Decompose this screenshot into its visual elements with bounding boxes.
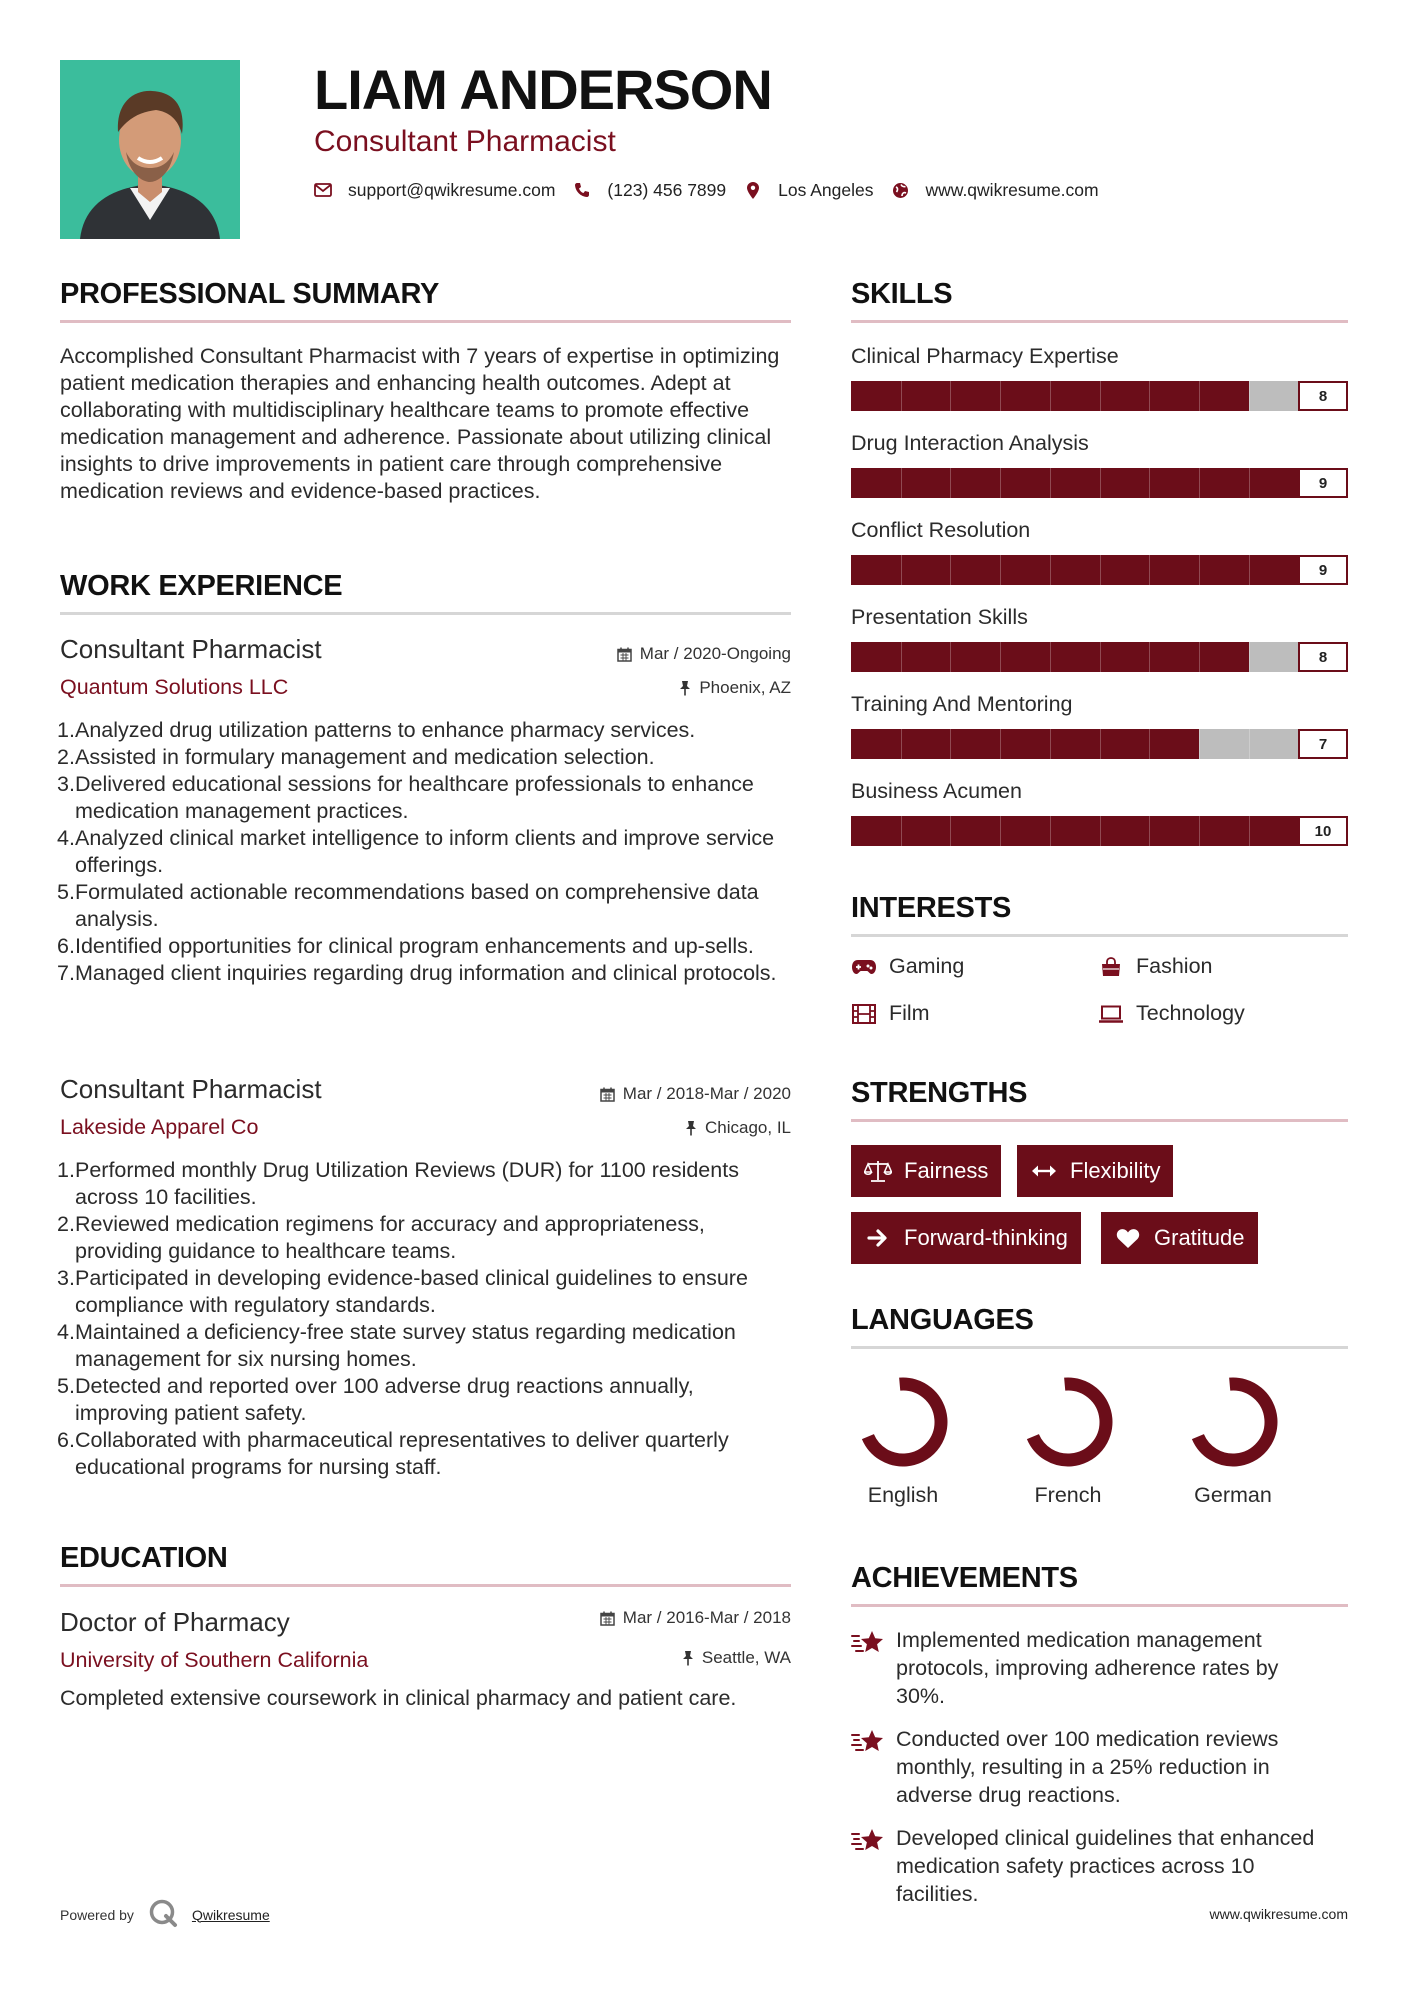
skill-bar-segment [1249, 555, 1250, 585]
list-item: 3. Delivered educational sessions for healthcare professionals to enhance medication management practices. [57, 772, 754, 823]
skill-bar-segment [1199, 642, 1200, 672]
skill-label: Clinical Pharmacy Expertise [851, 344, 1119, 368]
experience-divider [60, 612, 791, 615]
laptop-icon [1098, 1003, 1124, 1025]
interests-heading: INTERESTS [851, 892, 1012, 924]
skill-bar-segment [1000, 816, 1001, 846]
skill-bar-segment [1199, 729, 1200, 759]
skill-bar-segment [1149, 816, 1150, 846]
arrow-right-icon [864, 1226, 892, 1250]
skill-score: 10 [1298, 816, 1348, 846]
interest-item-fashion [1098, 954, 1213, 979]
skill-bar-segment [1100, 642, 1101, 672]
strength-badge-flexibility [1017, 1145, 1173, 1197]
skill-bar-segment [1199, 816, 1200, 846]
list-item: 2. Reviewed medication regimens for accuracy and appropriateness, providing guidance to healthcare teams. [57, 1212, 705, 1263]
pushpin-icon [685, 1120, 697, 1136]
strength-label: Forward-thinking [904, 1225, 1068, 1250]
skill-score: 9 [1298, 555, 1348, 585]
pushpin-icon [682, 1650, 694, 1666]
job-dates [617, 643, 791, 665]
skill-bar [851, 729, 1348, 759]
calendar-icon [617, 647, 632, 662]
interest-label: Film [889, 1001, 930, 1025]
film-icon [851, 1003, 877, 1025]
skill-bar-segment [901, 729, 902, 759]
star-award-icon [851, 1727, 885, 1757]
contact-phone[interactable] [573, 180, 726, 201]
star-award-icon [851, 1826, 885, 1856]
contact-location-text: Los Angeles [778, 179, 874, 200]
skill-bar [851, 816, 1348, 846]
heart-icon [1114, 1226, 1142, 1250]
skill-bar-segment [1000, 381, 1001, 411]
skill-bar-segment [1249, 642, 1250, 672]
interest-item-gaming [851, 954, 964, 979]
summary-heading: PROFESSIONAL SUMMARY [60, 278, 440, 310]
strengths-divider [851, 1119, 1348, 1122]
skill-bar-segment [1199, 468, 1200, 498]
skill-bar-segment [1149, 729, 1150, 759]
list-item: 1. Analyzed drug utilization patterns to enhance pharmacy services. [57, 718, 696, 742]
job-dates-text: Mar / 2018-Mar / 2020 [622, 1084, 791, 1103]
arrows-horizontal-icon [1030, 1159, 1058, 1183]
footer-website-link[interactable]: www.qwikresume.com [1209, 1906, 1348, 1922]
language-label: German [1194, 1483, 1272, 1507]
qwikresume-logo-icon [148, 1898, 178, 1931]
language-ring-arc [862, 1381, 944, 1463]
skills-heading: SKILLS [851, 278, 953, 310]
education-location [682, 1647, 791, 1669]
strength-label: Gratitude [1154, 1225, 1245, 1250]
achievement-text: Implemented medication management protocols, improving adherence rates by 30%. [896, 1628, 1279, 1708]
skill-bar-segment [950, 642, 951, 672]
list-item: 4. Maintained a deficiency-free state survey status regarding medication management for six nursing homes. [57, 1320, 736, 1371]
skill-label: Training And Mentoring [851, 692, 1073, 716]
skill-bar-segment [1050, 729, 1051, 759]
degree-title: Doctor of Pharmacy [60, 1607, 290, 1637]
language-ring-arc [1027, 1381, 1109, 1463]
interest-label: Technology [1136, 1001, 1245, 1025]
shopping-bag-icon [1098, 956, 1124, 978]
language-item [1008, 1370, 1128, 1508]
person-portrait-icon [60, 60, 240, 239]
skill-bar-segment [950, 729, 951, 759]
language-proficiency-ring [843, 1370, 963, 1470]
skill-bar-segment [1100, 555, 1101, 585]
contact-website[interactable] [892, 180, 1099, 201]
skill-label: Presentation Skills [851, 605, 1028, 629]
skill-bar-segment [1149, 381, 1150, 411]
interest-item-film [851, 1001, 930, 1026]
strengths-heading: STRENGTHS [851, 1077, 1028, 1109]
summary-text: Accomplished Consultant Pharmacist with 7 years of expertise in optimizing patient medication therapies and enhancing health outcomes. Adept at collaborating with multidisciplinary healthcare teams to promote effective medication management and adherence. Passionate about utilizing clinical insights to drive improvements in patient care through comprehensive medication reviews and evidence-based practices. [60, 344, 780, 503]
job-dates-text: Mar / 2020-Ongoing [639, 644, 791, 663]
strength-badge-fairness [851, 1145, 1001, 1197]
job-title: Consultant Pharmacist [60, 1074, 322, 1104]
skill-bar-segment [901, 642, 902, 672]
interests-divider [851, 934, 1348, 937]
skills-divider [851, 320, 1348, 323]
skill-label: Business Acumen [851, 779, 1022, 803]
job-title: Consultant Pharmacist [60, 634, 322, 664]
skill-bar-segment [1100, 468, 1101, 498]
achievement-item [851, 1626, 1316, 1710]
skill-bar-segment [1249, 729, 1250, 759]
skill-bar-segment [1050, 555, 1051, 585]
contact-email[interactable] [314, 180, 555, 201]
languages-divider [851, 1346, 1348, 1349]
balance-scale-icon [864, 1159, 892, 1183]
skill-bar-segment [1000, 468, 1001, 498]
calendar-icon [600, 1611, 615, 1626]
job-location [685, 1117, 791, 1139]
skill-bar-segment [1050, 816, 1051, 846]
job-bullets [57, 717, 791, 987]
list-item: 5. Detected and reported over 100 adverse drug reactions annually, improving patient safety. [57, 1374, 694, 1425]
languages-heading: LANGUAGES [851, 1304, 1034, 1336]
skill-score: 7 [1298, 729, 1348, 759]
skill-bar-segment [950, 555, 951, 585]
interest-label: Fashion [1136, 954, 1213, 978]
skill-bar-segment [950, 468, 951, 498]
skill-bar-segment [1050, 642, 1051, 672]
skill-bar-segment [1000, 729, 1001, 759]
strength-label: Flexibility [1070, 1158, 1161, 1183]
skill-bar-segment [901, 816, 902, 846]
skill-bar-fill [851, 729, 1199, 759]
skill-label: Drug Interaction Analysis [851, 431, 1089, 455]
qwikresume-link[interactable]: Qwikresume [191, 1906, 270, 1923]
calendar-icon [600, 1087, 615, 1102]
powered-by-text: Powered by [60, 1906, 134, 1923]
language-ring-arc [1192, 1381, 1274, 1463]
achievement-text: Conducted over 100 medication reviews monthly, resulting in a 25% reduction in adverse drug reactions. [896, 1727, 1279, 1807]
contact-phone-text: (123) 456 7899 [607, 179, 727, 200]
contact-bar [314, 178, 1117, 202]
contact-location [744, 180, 873, 201]
list-item: 2. Assisted in formulary management and medication selection. [57, 745, 655, 769]
experience-heading: WORK EXPERIENCE [60, 570, 343, 602]
skill-bar-segment [901, 381, 902, 411]
language-label: French [1034, 1483, 1102, 1507]
education-location-text: Seattle, WA [701, 1648, 791, 1667]
strength-badge-gratitude [1101, 1212, 1258, 1264]
contact-website-text: www.qwikresume.com [925, 179, 1099, 200]
skill-bar-segment [1000, 642, 1001, 672]
job-location-text: Phoenix, AZ [699, 678, 791, 697]
skill-bar-segment [1100, 816, 1101, 846]
education-description: Completed extensive coursework in clinical pharmacy and patient care. [60, 1686, 737, 1710]
skill-score: 8 [1298, 381, 1348, 411]
list-item: 6. Collaborated with pharmaceutical representatives to deliver quarterly educational programs for nursing staff. [57, 1428, 729, 1479]
skill-bar [851, 468, 1348, 498]
list-item: 4. Analyzed clinical market intelligence to inform clients and improve service offerings. [57, 826, 775, 877]
list-item: 5. Formulated actionable recommendations based on comprehensive data analysis. [57, 880, 759, 931]
globe-icon [892, 181, 910, 199]
job-bullets [57, 1157, 791, 1481]
education-dates [600, 1607, 791, 1629]
map-pin-icon [744, 181, 762, 199]
skill-bar [851, 555, 1348, 585]
skill-bar-segment [1050, 468, 1051, 498]
skill-bar-segment [1149, 468, 1150, 498]
achievement-item [851, 1725, 1316, 1809]
language-item [843, 1370, 963, 1508]
skill-bar-fill [851, 468, 1298, 498]
skill-bar-segment [1199, 555, 1200, 585]
gamepad-icon [851, 956, 877, 978]
skill-bar-segment [1000, 555, 1001, 585]
achievement-item [851, 1824, 1316, 1908]
skill-bar-segment [950, 381, 951, 411]
star-award-icon [851, 1628, 885, 1658]
list-item: 1. Performed monthly Drug Utilization Reviews (DUR) for 1100 residents across 10 facilities. [57, 1158, 739, 1209]
skill-bar-segment [1249, 381, 1250, 411]
interest-label: Gaming [889, 954, 965, 978]
list-item: 6. Identified opportunities for clinical program enhancements and up-sells. [57, 934, 754, 958]
powered-by [60, 1898, 270, 1931]
strength-label: Fairness [904, 1158, 989, 1183]
profile-photo [60, 60, 240, 239]
strength-badge-forward-thinking [851, 1212, 1081, 1264]
candidate-role: Consultant Pharmacist [314, 125, 616, 158]
skill-bar-segment [1100, 729, 1101, 759]
language-label: English [867, 1483, 939, 1507]
skill-bar-segment [1149, 642, 1150, 672]
envelope-icon [314, 181, 332, 199]
language-item [1173, 1370, 1293, 1508]
skill-bar-segment [1199, 381, 1200, 411]
company-name: Quantum Solutions LLC [60, 675, 289, 699]
skill-bar-segment [1249, 816, 1250, 846]
skill-bar-segment [901, 555, 902, 585]
skill-bar [851, 642, 1348, 672]
skill-bar [851, 381, 1348, 411]
contact-email-text: support@qwikresume.com [348, 179, 556, 200]
skill-bar-segment [1050, 381, 1051, 411]
summary-divider [60, 320, 791, 323]
education-divider [60, 1584, 791, 1587]
language-proficiency-ring [1173, 1370, 1293, 1470]
achievement-text: Developed clinical guidelines that enhanced medication safety practices across 10 facilities. [896, 1826, 1315, 1906]
education-dates-text: Mar / 2016-Mar / 2018 [622, 1608, 791, 1627]
skill-bar-segment [1149, 555, 1150, 585]
company-name: Lakeside Apparel Co [60, 1115, 259, 1139]
skill-bar-segment [1249, 468, 1250, 498]
skill-bar-fill [851, 555, 1298, 585]
skill-label: Conflict Resolution [851, 518, 1031, 542]
language-proficiency-ring [1008, 1370, 1128, 1470]
candidate-name: LIAM ANDERSON [314, 58, 772, 121]
job-location-text: Chicago, IL [705, 1118, 791, 1137]
school-name: University of Southern California [60, 1648, 369, 1672]
job-dates [600, 1083, 791, 1105]
skill-bar-segment [1100, 381, 1101, 411]
list-item: 7. Managed client inquiries regarding drug information and clinical protocols. [57, 961, 777, 985]
achievements-heading: ACHIEVEMENTS [851, 1562, 1078, 1594]
phone-icon [573, 181, 591, 199]
interest-item-technology [1098, 1001, 1245, 1026]
list-item: 3. Participated in developing evidence-based clinical guidelines to ensure compliance with regulatory standards. [57, 1266, 748, 1317]
job-location [679, 677, 791, 699]
skill-bar-segment [901, 468, 902, 498]
achievements-divider [851, 1604, 1348, 1607]
pushpin-icon [679, 680, 691, 696]
skill-bar-segment [950, 816, 951, 846]
skill-score: 9 [1298, 468, 1348, 498]
skill-score: 8 [1298, 642, 1348, 672]
education-heading: EDUCATION [60, 1542, 228, 1574]
